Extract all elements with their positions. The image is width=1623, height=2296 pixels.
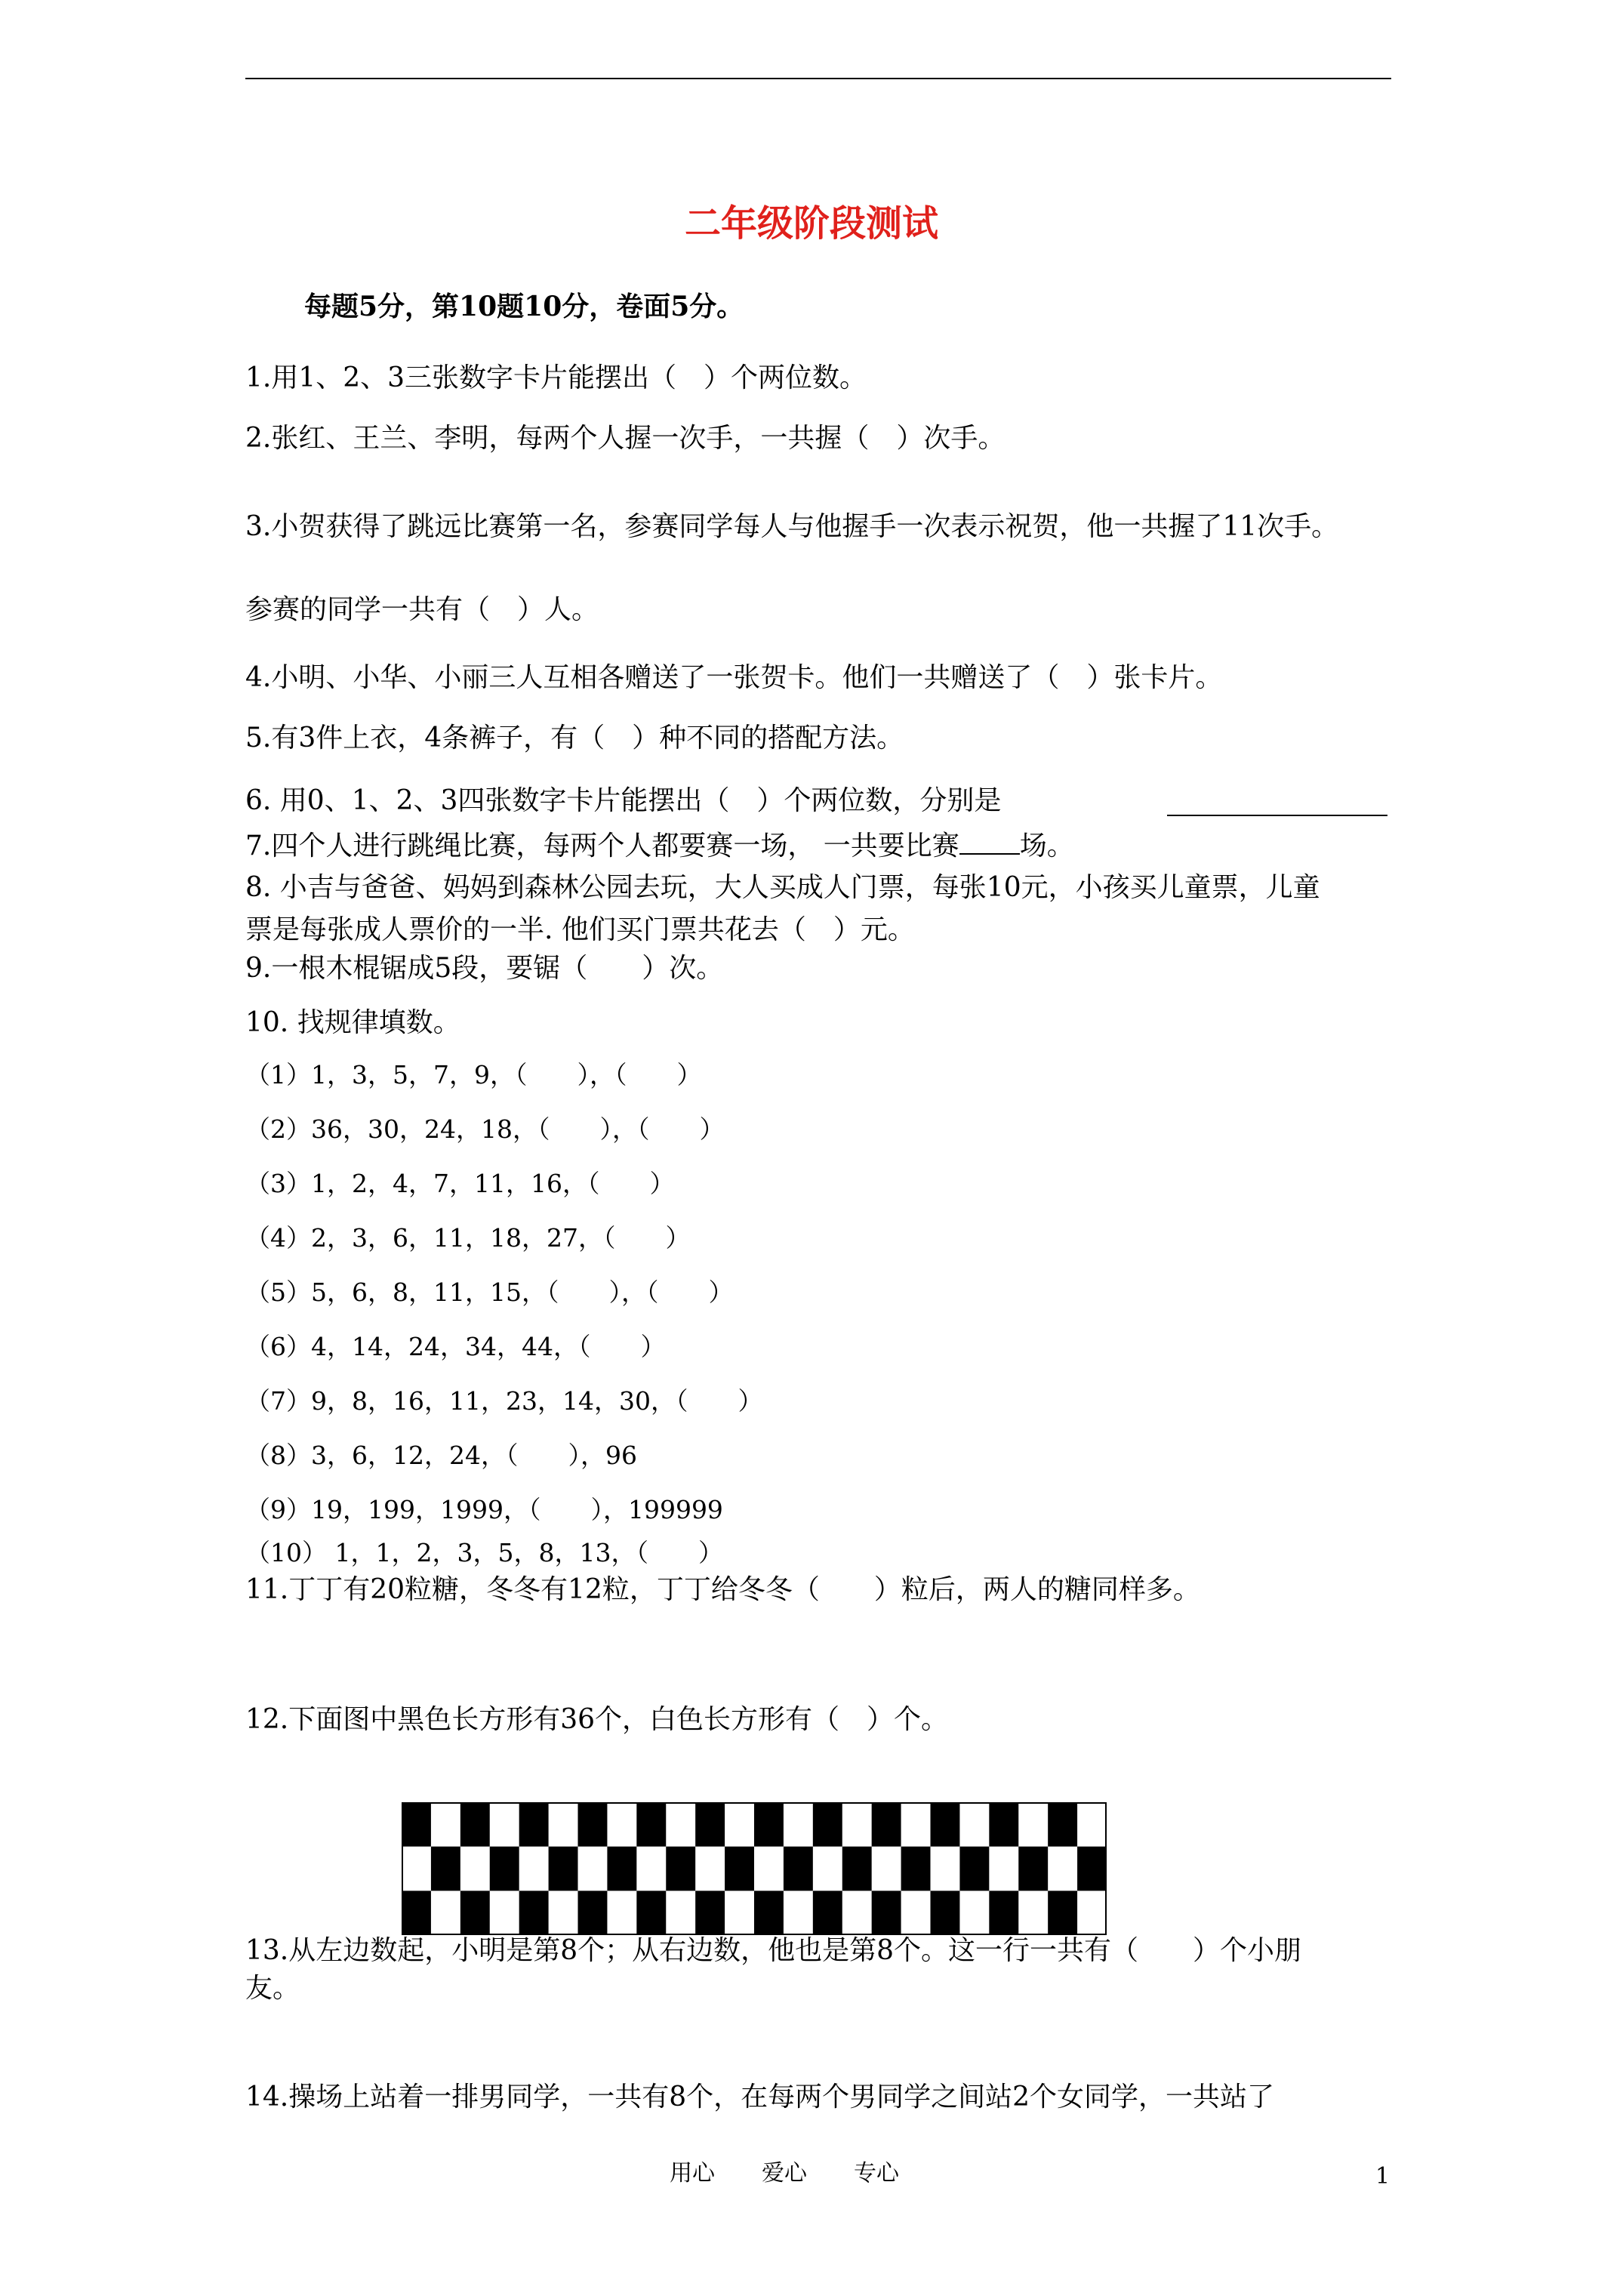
black-rectangle <box>666 1847 695 1891</box>
black-rectangle <box>989 1802 1018 1847</box>
sequence-8: （8）3，6，12，24，（ ），96 <box>245 1441 637 1470</box>
sequence-2: （2）36，30，24，18，（ ），（ ） <box>245 1114 725 1144</box>
black-rectangle <box>1048 1891 1077 1935</box>
sequence-6: （6）4，14，24，34，44，（ ） <box>245 1332 666 1361</box>
question-13-line-2: 友。 <box>245 1973 300 2004</box>
black-rectangle <box>813 1891 842 1935</box>
question-4: 4.小明、小华、小丽三人互相各赠送了一张贺卡。他们一共赠送了（ ）张卡片。 <box>245 662 1223 693</box>
black-rectangle <box>607 1847 636 1891</box>
black-rectangle <box>519 1891 549 1935</box>
question-14: 14.操场上站着一排男同学，一共有8个，在每两个男同学之间站2个女同学，一共站了 <box>245 2082 1275 2113</box>
question-9: 9.一根木棍锯成5段，要锯（ ）次。 <box>245 953 724 984</box>
question-6-text: 6. 用0、1、2、3四张数字卡片能摆出（ ）个两位数，分别是 <box>245 785 1002 816</box>
black-rectangle <box>754 1891 784 1935</box>
question-8-line-2: 票是每张成人票价的一半. 他们买门票共花去（ ）元。 <box>245 914 915 945</box>
question-3-line-2: 参赛的同学一共有（ ）人。 <box>245 594 599 625</box>
black-rectangle <box>549 1847 578 1891</box>
sequence-5: （5）5，6，8，11，15，（ ），（ ） <box>245 1277 734 1307</box>
question-11: 11.丁丁有20粒糖，冬冬有12粒，丁丁给冬冬（ ）粒后，两人的糖同样多。 <box>245 1574 1200 1605</box>
question-5: 5.有3件上衣，4条裤子，有（ ）种不同的搭配方法。 <box>245 723 904 754</box>
scoring-note: 每题5分，第10题10分，卷面5分。 <box>304 291 744 322</box>
sequence-3: （3）1，2，4，7，11，16，（ ） <box>245 1169 675 1198</box>
question-10: 10. 找规律填数。 <box>245 1007 460 1038</box>
black-rectangle <box>784 1847 813 1891</box>
black-rectangle <box>460 1891 490 1935</box>
black-rectangle <box>872 1802 901 1847</box>
sequence-4: （4）2，3，6，11，18，27，（ ） <box>245 1223 691 1253</box>
black-rectangle <box>901 1847 931 1891</box>
question-6-answer-line <box>1167 792 1387 816</box>
header-rule <box>245 78 1391 79</box>
page-number: 1 <box>1375 2163 1390 2190</box>
black-rectangle <box>695 1891 725 1935</box>
black-rectangle <box>431 1847 460 1891</box>
sequence-10: （10） 1，1，2，3，5，8，13，（ ） <box>245 1538 723 1567</box>
page-title: 二年级阶段测试 <box>684 202 938 245</box>
question-7-text: 7.四个人进行跳绳比赛，每两个人都要赛一场， 一共要比赛 <box>245 831 959 861</box>
black-rectangle <box>1018 1847 1048 1891</box>
black-rectangle <box>872 1891 901 1935</box>
question-7-answer-line <box>959 831 1020 855</box>
checkerboard-figure <box>402 1802 1107 1935</box>
black-rectangle <box>931 1891 960 1935</box>
sequence-9: （9）19，199，1999，（ ），199999 <box>245 1495 723 1524</box>
black-rectangle <box>578 1802 608 1847</box>
footer-word-2: 爱心 <box>762 2160 807 2187</box>
question-12: 12.下面图中黑色长方形有36个，白色长方形有（ ）个。 <box>245 1704 949 1735</box>
black-rectangle <box>1048 1802 1077 1847</box>
black-rectangle <box>402 1802 431 1847</box>
question-1: 1.用1、2、3三张数字卡片能摆出（ ）个两位数。 <box>245 362 867 393</box>
footer-word-1: 用心 <box>670 2160 715 2187</box>
footer-word-3: 专心 <box>854 2160 899 2187</box>
black-rectangle <box>519 1802 549 1847</box>
question-8-line-1: 8. 小吉与爸爸、妈妈到森林公园去玩，大人买成人门票，每张10元，小孩买儿童票，儿童 <box>245 872 1320 903</box>
black-rectangle <box>842 1847 872 1891</box>
black-rectangle <box>490 1847 519 1891</box>
black-rectangle <box>636 1802 666 1847</box>
black-rectangle <box>460 1802 490 1847</box>
black-rectangle <box>636 1891 666 1935</box>
black-rectangle <box>754 1802 784 1847</box>
black-rectangle <box>959 1847 989 1891</box>
black-rectangle <box>989 1891 1018 1935</box>
question-2: 2.张红、王兰、李明，每两个人握一次手，一共握（ ）次手。 <box>245 423 1006 454</box>
sequence-1: （1）1，3，5，7，9，（ ），（ ） <box>245 1060 702 1089</box>
black-rectangle <box>931 1802 960 1847</box>
footer-motto <box>670 2162 899 2185</box>
question-7 <box>245 831 1074 860</box>
black-rectangle <box>1077 1847 1107 1891</box>
black-rectangle <box>578 1891 608 1935</box>
black-rectangle <box>813 1802 842 1847</box>
question-7-suffix: 场。 <box>1019 831 1074 861</box>
sequence-7: （7）9，8，16，11，23，14，30，（ ） <box>245 1386 763 1416</box>
black-rectangle <box>695 1802 725 1847</box>
question-3-line-1: 3.小贺获得了跳远比赛第一名，参赛同学每人与他握手一次表示祝贺，他一共握了11次手。 <box>245 511 1339 542</box>
question-13-line-1: 13.从左边数起，小明是第8个；从右边数，他也是第8个。这一行一共有（ ）个小朋 <box>245 1935 1302 1966</box>
black-rectangle <box>402 1891 431 1935</box>
black-rectangle <box>725 1847 754 1891</box>
question-6 <box>245 787 1001 815</box>
